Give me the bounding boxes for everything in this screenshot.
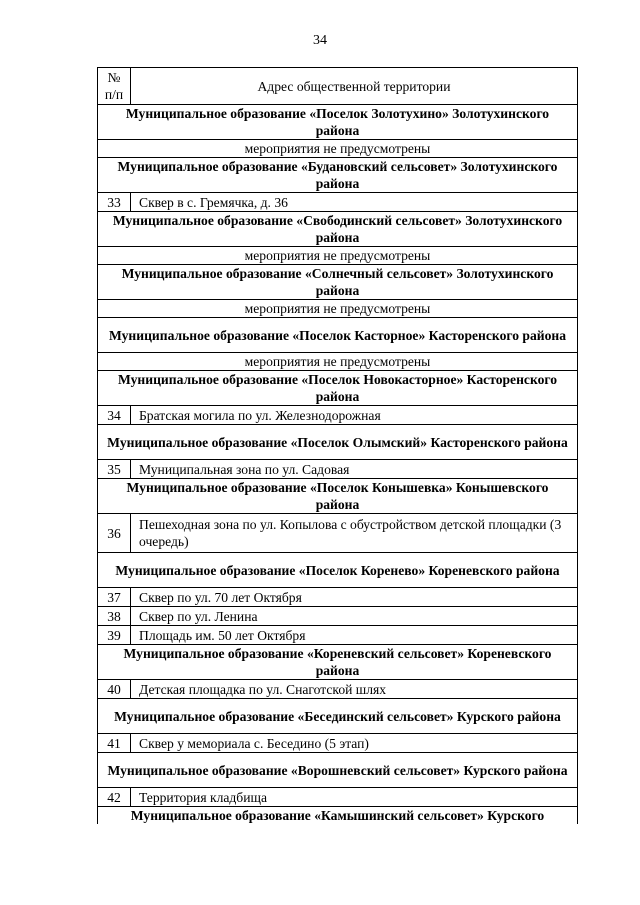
municipality-row (98, 158, 578, 193)
municipality-row (98, 371, 578, 406)
note-text: мероприятия не предусмотрены (98, 247, 578, 265)
territory-row (98, 514, 578, 553)
row-number: 40 (98, 680, 131, 699)
territory-address: Муниципальная зона по ул. Садовая (131, 460, 578, 479)
row-number: 34 (98, 406, 131, 425)
municipality-row (98, 425, 578, 460)
note-row (98, 140, 578, 158)
territory-address: Сквер в с. Гремячка, д. 36 (131, 193, 578, 212)
territory-address: Площадь им. 50 лет Октября (131, 626, 578, 645)
municipality-name: Муниципальное образование «Поселок Олымский» Касторенского района (98, 425, 578, 460)
note-row (98, 300, 578, 318)
row-number: 36 (98, 514, 131, 553)
territory-row (98, 588, 578, 607)
municipality-name: Муниципальное образование «Бесединский сельсовет» Курского района (98, 699, 578, 734)
municipality-row (98, 553, 578, 588)
municipality-name: Муниципальное образование «Поселок Конышевка» Конышевского района (98, 479, 578, 514)
note-row (98, 247, 578, 265)
territory-address: Сквер по ул. Ленина (131, 607, 578, 626)
municipality-row (98, 265, 578, 300)
public-territories-table (97, 67, 578, 824)
column-header-number: № п/п (98, 68, 131, 105)
row-number: 37 (98, 588, 131, 607)
municipality-name: Муниципальное образование «Кореневский сельсовет» Кореневского района (98, 645, 578, 680)
territory-address: Территория кладбища (131, 788, 578, 807)
territory-row (98, 607, 578, 626)
municipality-name: Муниципальное образование «Солнечный сельсовет» Золотухинского района (98, 265, 578, 300)
table-body (98, 105, 578, 825)
municipality-row (98, 318, 578, 353)
territory-row (98, 626, 578, 645)
municipality-name: Муниципальное образование «Поселок Новокасторное» Касторенского района (98, 371, 578, 406)
row-number: 39 (98, 626, 131, 645)
territory-address: Братская могила по ул. Железнодорожная (131, 406, 578, 425)
territory-row (98, 193, 578, 212)
territory-address: Сквер у мемориала с. Беседино (5 этап) (131, 734, 578, 753)
note-row (98, 353, 578, 371)
row-number: 38 (98, 607, 131, 626)
table-header-row (98, 68, 578, 105)
municipality-row (98, 807, 578, 825)
row-number: 42 (98, 788, 131, 807)
territory-address: Пешеходная зона по ул. Копылова с обустройством детской площадки (3 очередь) (131, 514, 578, 553)
territory-row (98, 734, 578, 753)
note-text: мероприятия не предусмотрены (98, 300, 578, 318)
municipality-row (98, 645, 578, 680)
column-header-address: Адрес общественной территории (131, 68, 578, 105)
row-number: 33 (98, 193, 131, 212)
municipality-row (98, 212, 578, 247)
row-number: 35 (98, 460, 131, 479)
territory-row (98, 788, 578, 807)
territory-row (98, 406, 578, 425)
municipality-name: Муниципальное образование «Ворошневский сельсовет» Курского района (98, 753, 578, 788)
territory-row (98, 460, 578, 479)
municipality-row (98, 753, 578, 788)
municipality-name: Муниципальное образование «Будановский сельсовет» Золотухинского района (98, 158, 578, 193)
note-text: мероприятия не предусмотрены (98, 353, 578, 371)
municipality-name: Муниципальное образование «Поселок Коренево» Кореневского района (98, 553, 578, 588)
municipality-name: Муниципальное образование «Камышинский сельсовет» Курского (98, 807, 578, 825)
note-text: мероприятия не предусмотрены (98, 140, 578, 158)
municipality-row (98, 105, 578, 140)
municipality-name: Муниципальное образование «Свободинский сельсовет» Золотухинского района (98, 212, 578, 247)
row-number: 41 (98, 734, 131, 753)
municipality-name: Муниципальное образование «Поселок Золотухино» Золотухинского района (98, 105, 578, 140)
territory-address: Детская площадка по ул. Снаготской шлях (131, 680, 578, 699)
territory-row (98, 680, 578, 699)
municipality-row (98, 479, 578, 514)
municipality-name: Муниципальное образование «Поселок Касторное» Касторенского района (98, 318, 578, 353)
page-number: 34 (313, 33, 327, 48)
territory-address: Сквер по ул. 70 лет Октября (131, 588, 578, 607)
municipality-row (98, 699, 578, 734)
